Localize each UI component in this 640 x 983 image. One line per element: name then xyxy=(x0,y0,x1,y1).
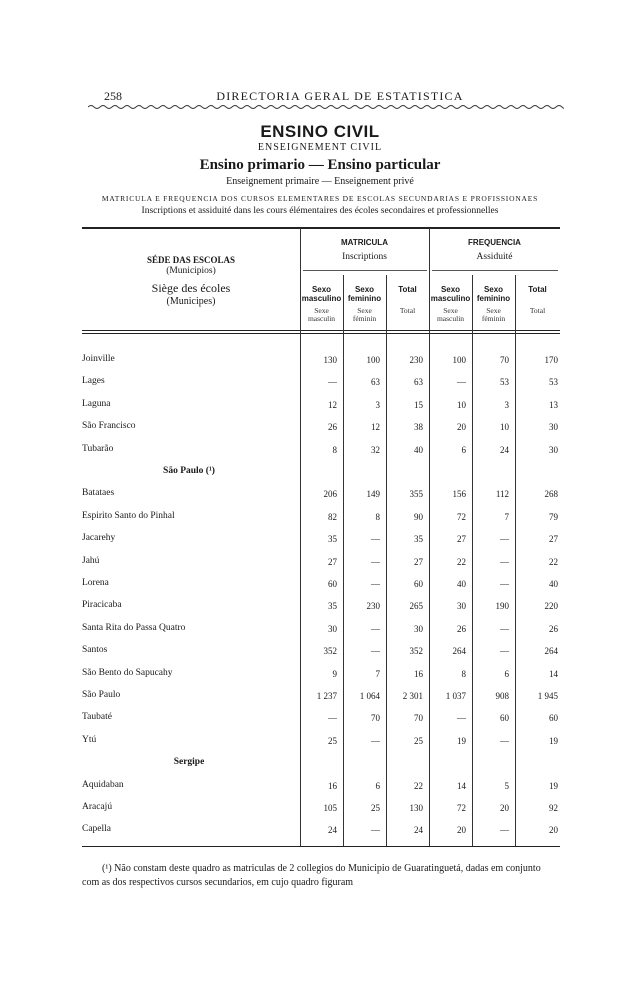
column-header-pt: Sexo xyxy=(354,285,375,294)
table-cell: 63 xyxy=(414,377,423,387)
column-header xyxy=(300,285,343,323)
table-cell: 22 xyxy=(457,557,466,567)
table-cell: 220 xyxy=(544,601,558,611)
table-cell: 27 xyxy=(328,557,337,567)
table-cell: 60 xyxy=(500,713,509,723)
header-bottom-rule xyxy=(82,330,560,331)
section-heading: São Paulo (¹) xyxy=(163,466,215,476)
table-cell: 22 xyxy=(549,557,558,567)
column-header xyxy=(343,285,386,323)
column-header-pt-2: masculino xyxy=(301,294,342,303)
table-cell: 156 xyxy=(452,489,466,499)
table-cell: 24 xyxy=(414,825,423,835)
table-cell: 40 xyxy=(549,579,558,589)
table-cell: 2 301 xyxy=(402,691,423,701)
table-cell: 1 945 xyxy=(537,691,558,701)
table-cell: 130 xyxy=(409,803,423,813)
header-matricula: MATRICULA xyxy=(341,238,388,247)
table-cell: 14 xyxy=(457,781,466,791)
row-label: Tubarão xyxy=(82,444,114,454)
column-header-fr-2: masculin xyxy=(307,314,336,323)
subtitle-fr: Enseignement primaire — Enseignement privé xyxy=(226,176,414,187)
table-cell: — xyxy=(371,624,380,634)
table-cell: — xyxy=(500,736,509,746)
table-cell: 3 xyxy=(504,400,509,410)
table-cell: 27 xyxy=(549,534,558,544)
row-label: Ytú xyxy=(82,735,97,745)
table-cell: — xyxy=(457,713,466,723)
table-cell: — xyxy=(371,825,380,835)
table-cell: 112 xyxy=(495,489,509,499)
table-cell: 352 xyxy=(409,646,423,656)
table-cell: 79 xyxy=(549,512,558,522)
page-number: 258 xyxy=(104,89,122,103)
column-header-fr: Total xyxy=(529,306,546,315)
table-cell: 230 xyxy=(409,355,423,365)
row-label: Piracicaba xyxy=(82,600,122,610)
table-cell: 16 xyxy=(414,669,423,679)
table-cell: 19 xyxy=(549,736,558,746)
table-cell: 72 xyxy=(457,803,466,813)
header-municipes: (Municipes) xyxy=(166,296,216,307)
column-header-pt-2 xyxy=(515,294,560,303)
table-cell: 264 xyxy=(544,646,558,656)
table-cell: — xyxy=(371,579,380,589)
table-cell: 6 xyxy=(461,445,466,455)
row-label: Capella xyxy=(82,824,112,834)
table-cell: 12 xyxy=(371,422,380,432)
table-cell: 60 xyxy=(328,579,337,589)
column-header-fr: Sexe xyxy=(314,306,329,315)
table-cell: 25 xyxy=(414,736,423,746)
header-siege: Siège des écoles xyxy=(151,281,231,295)
table-cell: 70 xyxy=(371,713,380,723)
table-cell: 25 xyxy=(328,736,337,746)
table-cell: 105 xyxy=(323,803,337,813)
table-cell: 19 xyxy=(457,736,466,746)
table-cell: 70 xyxy=(414,713,423,723)
table-cell: 149 xyxy=(366,489,380,499)
table-cell: — xyxy=(500,825,509,835)
table-cell: 26 xyxy=(328,422,337,432)
table-cell: 265 xyxy=(409,601,423,611)
table-cell: 1 037 xyxy=(445,691,466,701)
header-municipios: (Municipios) xyxy=(166,266,216,276)
table-cell: — xyxy=(500,624,509,634)
table-cell: 100 xyxy=(366,355,380,365)
subtitle: Ensino primario — Ensino particular xyxy=(199,157,441,173)
table-cell: 6 xyxy=(375,781,380,791)
column-header xyxy=(429,285,472,323)
section-heading: Sergipe xyxy=(173,757,205,767)
table-cell: 35 xyxy=(414,534,423,544)
table-description: MATRICULA E FREQUENCIA DOS CURSOS ELEMENTARES DE ESCOLAS SECUNDARIAS E PROFISSIONAES xyxy=(101,194,539,203)
table-cell: 40 xyxy=(414,445,423,455)
table-cell: 30 xyxy=(328,624,337,634)
table-cell: 20 xyxy=(549,825,558,835)
column-header-pt-2: feminino xyxy=(347,294,382,303)
table-cell: 8 xyxy=(461,669,466,679)
table-cell: 60 xyxy=(414,579,423,589)
row-label: Aracajú xyxy=(82,802,113,812)
row-label: Espirito Santo do Pinhal xyxy=(82,511,175,521)
table-cell: 30 xyxy=(414,624,423,634)
table-cell: — xyxy=(371,534,380,544)
table-cell: — xyxy=(371,557,380,567)
table-cell: 10 xyxy=(457,400,466,410)
table-cell: 26 xyxy=(457,624,466,634)
table-cell: 264 xyxy=(452,646,466,656)
main-title: ENSINO CIVIL xyxy=(260,122,380,141)
table-cell: — xyxy=(500,646,509,656)
column-header-fr: Sexe xyxy=(443,306,458,315)
matricula-bracket xyxy=(303,270,427,271)
column-header-fr: Sexe xyxy=(357,306,372,315)
column-header-fr-2: féminin xyxy=(352,314,377,323)
table-cell: 22 xyxy=(414,781,423,791)
running-head: DIRECTORIA GERAL DE ESTATISTICA xyxy=(216,89,464,103)
table-cell: 20 xyxy=(457,825,466,835)
header-sede: SÉDE DAS ESCOLAS xyxy=(146,255,236,265)
row-label: São Paulo xyxy=(82,690,121,700)
table-cell: 38 xyxy=(414,422,423,432)
frequencia-bracket xyxy=(432,270,558,271)
row-label: Batataes xyxy=(82,488,115,498)
table-cell: 14 xyxy=(549,669,558,679)
column-header-fr-2 xyxy=(386,315,429,323)
table-cell: 8 xyxy=(332,445,337,455)
table-cell: 20 xyxy=(500,803,509,813)
table-cell: 8 xyxy=(375,512,380,522)
row-label: Santa Rita do Passa Quatro xyxy=(82,623,186,633)
column-header-fr-2: féminin xyxy=(481,314,506,323)
table-cell: — xyxy=(371,736,380,746)
row-label: Jacarehy xyxy=(82,533,116,543)
column-header-pt: Sexo xyxy=(483,285,504,294)
table-bottom-rule xyxy=(82,846,560,847)
column-header-pt: Sexo xyxy=(311,285,332,294)
table-cell: 230 xyxy=(366,601,380,611)
table-cell: 30 xyxy=(457,601,466,611)
table-cell: 5 xyxy=(504,781,509,791)
header-frequencia: FREQUENCIA xyxy=(468,238,521,247)
table-cell: 352 xyxy=(323,646,337,656)
column-header-pt-2: feminino xyxy=(476,294,511,303)
header-assiduite: Assiduité xyxy=(476,252,513,262)
table-cell: — xyxy=(500,534,509,544)
table-top-rule xyxy=(82,227,560,229)
table-cell: — xyxy=(328,377,337,387)
table-cell: 60 xyxy=(549,713,558,723)
table-cell: 15 xyxy=(414,400,423,410)
table-cell: 40 xyxy=(457,579,466,589)
column-header xyxy=(472,285,515,323)
table-cell: 72 xyxy=(457,512,466,522)
table-cell: 30 xyxy=(549,445,558,455)
row-label: São Bento do Sapucahy xyxy=(82,668,173,678)
table-cell: 7 xyxy=(375,669,380,679)
column-header-pt: Total xyxy=(528,285,547,294)
row-label: Jahú xyxy=(82,556,100,566)
table-cell: 100 xyxy=(452,355,466,365)
footnote: (¹) Não constam deste quadro as matriculas de 2 collegios do Municipio de Guaratinguetá, dadas em conjunto com as dos respectivos cursos secundarios, em cujo quadro figuram xyxy=(82,863,541,888)
table-cell: — xyxy=(371,646,380,656)
table-cell: 7 xyxy=(504,512,509,522)
table-cell: 1 064 xyxy=(359,691,380,701)
column-header-fr-2 xyxy=(515,315,560,323)
table-cell: 30 xyxy=(549,422,558,432)
table-cell: 6 xyxy=(504,669,509,679)
table-cell: 70 xyxy=(500,355,509,365)
table-cell: 355 xyxy=(409,489,423,499)
row-label: Santos xyxy=(82,645,108,655)
table-cell: 24 xyxy=(328,825,337,835)
table-cell: 63 xyxy=(371,377,380,387)
table-cell: — xyxy=(457,377,466,387)
table-cell: 12 xyxy=(328,400,337,410)
table-cell: 53 xyxy=(500,377,509,387)
table-cell: 92 xyxy=(549,803,558,813)
table-cell: 130 xyxy=(323,355,337,365)
table-cell: 90 xyxy=(414,512,423,522)
table-cell: 26 xyxy=(549,624,558,634)
row-label: Joinville xyxy=(82,354,115,364)
table-cell: 25 xyxy=(371,803,380,813)
table-cell: 170 xyxy=(544,355,558,365)
table-cell: 53 xyxy=(549,377,558,387)
table-cell: 13 xyxy=(549,400,558,410)
column-header-pt-2 xyxy=(386,294,429,303)
table-cell: 190 xyxy=(495,601,509,611)
table-cell: — xyxy=(328,713,337,723)
table-cell: 27 xyxy=(457,534,466,544)
column-header-fr: Total xyxy=(399,306,416,315)
table-cell: 35 xyxy=(328,534,337,544)
row-label: Aquidaban xyxy=(82,780,124,790)
row-label: Laguna xyxy=(82,399,111,409)
table-cell: — xyxy=(500,557,509,567)
table-cell: 35 xyxy=(328,601,337,611)
table-cell: 268 xyxy=(544,489,558,499)
row-label: Lages xyxy=(82,376,105,386)
table-cell: — xyxy=(500,579,509,589)
table-cell: 27 xyxy=(414,557,423,567)
table-description-fr: Inscriptions et assiduité dans les cours élémentaires des écoles secondaires et professionnelles xyxy=(141,206,499,216)
table-cell: 32 xyxy=(371,445,380,455)
column-header xyxy=(515,285,560,323)
table-cell: 206 xyxy=(323,489,337,499)
column-header-fr: Sexe xyxy=(486,306,501,315)
table-cell: 19 xyxy=(549,781,558,791)
column-header-pt-2: masculino xyxy=(430,294,471,303)
column-header-pt: Sexo xyxy=(440,285,461,294)
table-cell: 24 xyxy=(500,445,509,455)
table-cell: 20 xyxy=(457,422,466,432)
table-cell: 3 xyxy=(375,400,380,410)
header-inscriptions: Inscriptions xyxy=(342,252,387,262)
column-header xyxy=(386,285,429,323)
table-cell: 16 xyxy=(328,781,337,791)
wavy-rule xyxy=(88,103,564,111)
table-cell: 908 xyxy=(495,691,509,701)
table-cell: 82 xyxy=(328,512,337,522)
table-cell: 9 xyxy=(332,669,337,679)
row-label: Taubaté xyxy=(82,712,112,722)
column-header-pt: Total xyxy=(398,285,417,294)
table-cell: 1 237 xyxy=(316,691,337,701)
row-label: Lorena xyxy=(82,578,109,588)
row-label: São Francisco xyxy=(82,421,136,431)
main-title-fr: ENSEIGNEMENT CIVIL xyxy=(257,142,383,153)
table-cell: 10 xyxy=(500,422,509,432)
column-header-fr-2: masculin xyxy=(436,314,465,323)
header-bottom-rule-2 xyxy=(82,333,560,334)
